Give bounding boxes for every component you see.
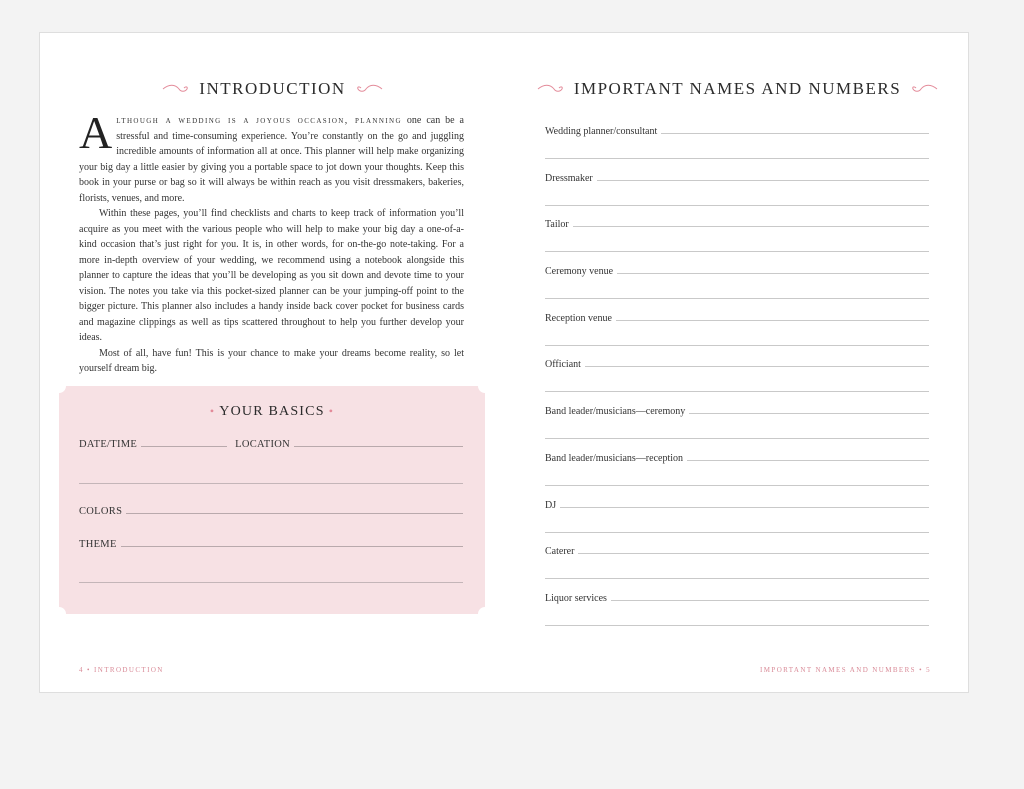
page-footer-right: IMPORTANT NAMES AND NUMBERS • 5 — [760, 666, 931, 674]
intro-lead-in: lthough a wedding is a joyous occasion, planning — [116, 115, 402, 126]
contact-entry — [545, 450, 929, 497]
flourish-right-icon — [354, 83, 384, 95]
page-title: IMPORTANT NAMES AND NUMBERS — [573, 79, 902, 98]
contact-entry — [545, 497, 929, 544]
contact-list — [545, 123, 929, 637]
contact-entry — [545, 543, 929, 590]
contact-field[interactable] — [687, 460, 929, 461]
intro-paragraph-1-text: one can be a stressful and time-consuming experience. You’re constantly on the go and juggling incredible amounts of information all at once. This planner will help make organizing your big day a little easier by giving you a portable space to jot down your thoughts. Keep this book in your purse or bag so it will always be within reach as you visit dressmakers, bakeries, florists, venues, and more. — [79, 115, 464, 204]
contact-entry — [545, 123, 929, 170]
contact-label: Caterer — [545, 546, 575, 558]
right-page — [505, 33, 970, 692]
contact-field[interactable] — [597, 180, 929, 181]
contact-label: Ceremony venue — [545, 266, 614, 278]
contact-field-line[interactable] — [545, 345, 929, 346]
introduction-body — [79, 107, 464, 377]
theme-row — [79, 539, 463, 550]
contact-field-line[interactable] — [545, 251, 929, 252]
contact-field[interactable] — [689, 413, 929, 414]
contact-label: Wedding planner/consultant — [545, 126, 658, 137]
colors-label: COLORS — [79, 506, 123, 517]
contact-entry — [545, 590, 929, 637]
contact-label: Liquor services — [545, 592, 607, 604]
flourish-right-icon — [909, 83, 939, 95]
book-spread — [39, 32, 969, 693]
basics-blank-line[interactable] — [79, 483, 463, 484]
intro-paragraph-1 — [79, 107, 464, 206]
date-time-label: DATE/TIME — [79, 439, 138, 450]
flourish-left-icon — [536, 83, 566, 95]
contact-entry — [545, 356, 929, 403]
date-time-field[interactable] — [141, 445, 227, 447]
contact-entry — [545, 310, 929, 357]
introduction-heading — [40, 79, 505, 99]
panel-corner-notch — [52, 379, 66, 393]
contact-field[interactable] — [617, 273, 929, 274]
names-numbers-heading — [495, 79, 980, 99]
contact-field[interactable] — [560, 507, 929, 508]
colors-row — [79, 506, 463, 517]
contact-label: Reception venue — [545, 312, 612, 324]
intro-paragraph-3: Most of all, have fun! This is your chance to make your dreams become reality, so let yourself dream big. — [79, 347, 464, 374]
contact-label: Band leader/musicians—ceremony — [545, 406, 686, 418]
theme-field[interactable] — [121, 545, 463, 547]
theme-label: THEME — [79, 539, 117, 550]
contact-label: DJ — [545, 499, 557, 511]
basics-blank-line[interactable] — [79, 582, 463, 583]
contact-label: Dressmaker — [545, 172, 593, 184]
contact-label: Band leader/musicians—reception — [545, 452, 684, 464]
panel-corner-notch — [478, 379, 492, 393]
contact-field-line[interactable] — [545, 158, 929, 159]
page-footer-left: 4 • INTRODUCTION — [79, 666, 164, 674]
contact-field-line[interactable] — [545, 625, 929, 626]
contact-field-line[interactable] — [545, 205, 929, 206]
contact-entry — [545, 216, 929, 263]
page-title: INTRODUCTION — [199, 79, 346, 98]
contact-field[interactable] — [616, 320, 929, 321]
contact-entry — [545, 263, 929, 310]
contact-field[interactable] — [661, 133, 929, 134]
contact-field-line[interactable] — [545, 532, 929, 533]
contact-field-line[interactable] — [545, 438, 929, 439]
contact-label: Tailor — [545, 219, 569, 231]
contact-field-line[interactable] — [545, 298, 929, 299]
intro-paragraph-2: Within these pages, you’ll find checklists and charts to keep track of information you’ll acquire as you meet with the various people who will help to make your big day a one-of-a-kind occasion that’s just right for you. It is, in other words, for on-the-go note-taking. For a more in-depth overview of your wedding, we recommend using a notebook alongside this planner to capture the ideas that you’ll be developing as you sit down and devote time to your vision. The notes you take via this pocket-sized planner can be your jumping-off point to the bigger picture. This planner also includes a handy inside back cover pocket for business cards and magazine clippings as well as tips scattered throughout to help you further develop your ideas. — [79, 208, 464, 343]
date-location-row — [79, 439, 463, 450]
left-page — [40, 33, 505, 692]
flourish-left-icon — [161, 83, 191, 95]
contact-entry — [545, 403, 929, 450]
contact-field[interactable] — [611, 600, 929, 601]
contact-entry — [545, 170, 929, 217]
contact-field[interactable] — [573, 226, 929, 227]
your-basics-panel — [59, 386, 485, 614]
contact-field[interactable] — [578, 553, 929, 554]
your-basics-title-text: YOUR BASICS — [219, 404, 325, 419]
panel-corner-notch — [478, 607, 492, 621]
drop-cap: A — [79, 107, 113, 158]
panel-corner-notch — [52, 607, 66, 621]
contact-field-line[interactable] — [545, 391, 929, 392]
location-label: LOCATION — [235, 439, 291, 450]
location-field[interactable] — [294, 445, 463, 447]
colors-field[interactable] — [126, 512, 463, 514]
bullet-dot-icon: • — [209, 404, 216, 418]
contact-field[interactable] — [585, 366, 929, 367]
contact-label: Officiant — [545, 359, 581, 371]
your-basics-title — [59, 404, 485, 420]
contact-field-line[interactable] — [545, 485, 929, 486]
contact-field-line[interactable] — [545, 578, 929, 579]
bullet-dot-icon: • — [328, 404, 335, 418]
